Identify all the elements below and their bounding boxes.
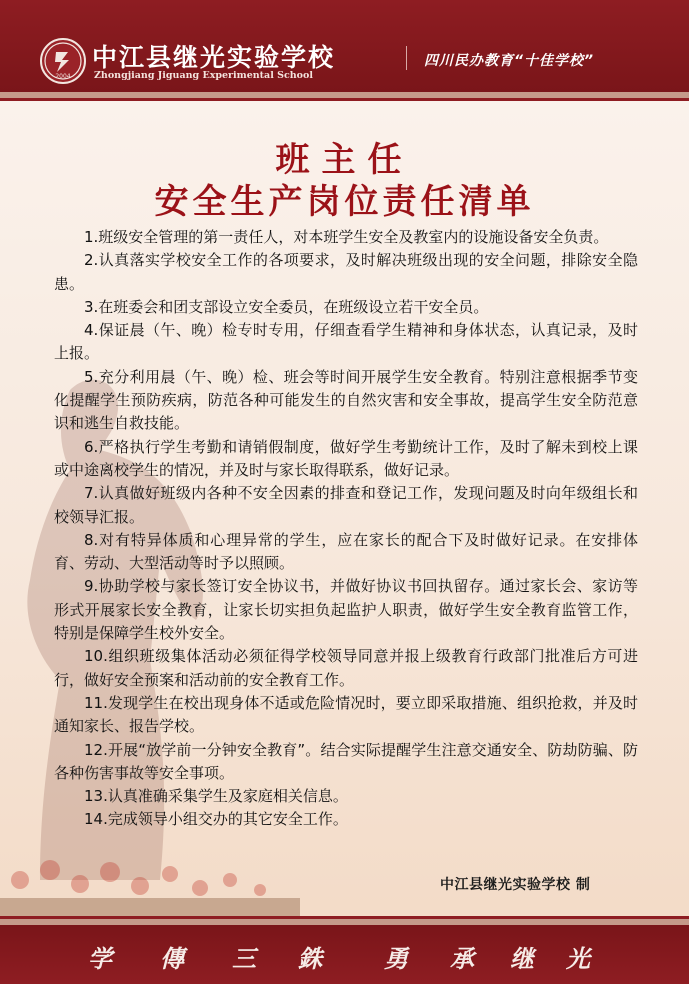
duty-clause-1: 1.班级安全管理的第一责任人，对本班学生安全及教室内的设施设备安全负责。	[84, 228, 609, 246]
duty-clause-3: 3.在班委会和团支部设立安全委员，在班级设立若干安全员。	[84, 297, 489, 316]
motto-char-3: 三	[232, 944, 256, 973]
header-band	[0, 0, 689, 92]
school-name-english: Zhongjiang Jiguang Experimental School	[94, 70, 313, 81]
motto-char-2: 傳	[160, 944, 184, 973]
motto-char-5: 勇	[384, 944, 408, 973]
motto-char-1: 学	[88, 944, 112, 973]
school-name: 中江县继光实验学校	[92, 43, 336, 72]
duty-clause-14: 14.完成领导小组交办的其它安全工作。	[84, 810, 348, 829]
logo-year: 2004	[55, 73, 71, 80]
flowers-decoration-icon	[0, 840, 300, 920]
header-stripe-thin	[0, 98, 689, 101]
duty-clause-4: 4.保证晨（午、晚）检专时专用，仔细查看学生精神和身体状态，认真记录，及时上报。	[54, 321, 638, 363]
school-slogan: 四川民办教育“十佳学校”	[424, 53, 595, 69]
school-logo	[40, 38, 86, 84]
duty-clause-7: 7.认真做好班级内各种不安全因素的排查和登记工作，发现问题及时向年级组长和校领导汇报。	[54, 484, 638, 526]
duty-clause-8: 8.对有特异体质和心理异常的学生，应在家长的配合下及时做好记录。在安排体育、劳动、大型活动等时予以照顾。	[54, 530, 638, 573]
duty-clause-6: 6.严格执行学生考勤和请销假制度，做好学生考勤统计工作，及时了解未到校上课或中途离校学生的情况，并及时与家长取得联系，做好记录。	[54, 437, 638, 479]
motto-char-6: 承	[450, 944, 474, 973]
issuer-signature: 中江县继光实验学校 制	[440, 877, 591, 893]
duty-clause-11: 11.发现学生在校出现身体不适或危险情况时，要立即采取措施、组织抢救，并及时通知家长、报告学校。	[54, 693, 638, 736]
duty-clause-9: 9.协助学校与家长签订安全协议书，并做好协议书回执留存。通过家长会、家访等形式开展家长安全教育，让家长切实担负起监护人职责，做好学生安全教育监管工作，特别是保障学生校外安全。	[54, 577, 638, 643]
duty-clause-5: 5.充分利用晨（午、晚）检、班会等时间开展学生安全教育。特别注意根据季节变化提醒学生预防疾病，防范各种可能发生的自然灾害和安全事故，提高学生安全防范意识和逃生自救技能。	[54, 367, 638, 433]
title-line-2: 安全生产岗位责任清单	[154, 182, 535, 222]
duty-clause-10: 10.组织班级集体活动必须征得学校领导同意并报上级教育行政部门批准后方可进行，做好安全预案和活动前的安全教育工作。	[54, 647, 638, 689]
footer-band	[0, 925, 689, 984]
motto-char-7: 继	[510, 944, 534, 973]
duty-clause-12: 12.开展“放学前一分钟安全教育”。结合实际提醒学生注意交通安全、防劫防骗、防各种伤害事故等安全事项。	[54, 740, 638, 782]
motto-char-8: 光	[566, 944, 590, 973]
motto-char-4: 銖	[298, 944, 322, 973]
duty-list	[54, 226, 638, 832]
title-line-1: 班主任	[275, 140, 414, 180]
duty-clause-2: 2.认真落实学校安全工作的各项要求，及时解决班级出现的安全问题，排除安全隐患。	[54, 251, 638, 293]
duty-clause-13: 13.认真准确采集学生及家庭相关信息。	[84, 787, 348, 806]
school-logo-icon	[42, 40, 84, 82]
header-divider	[406, 46, 407, 70]
